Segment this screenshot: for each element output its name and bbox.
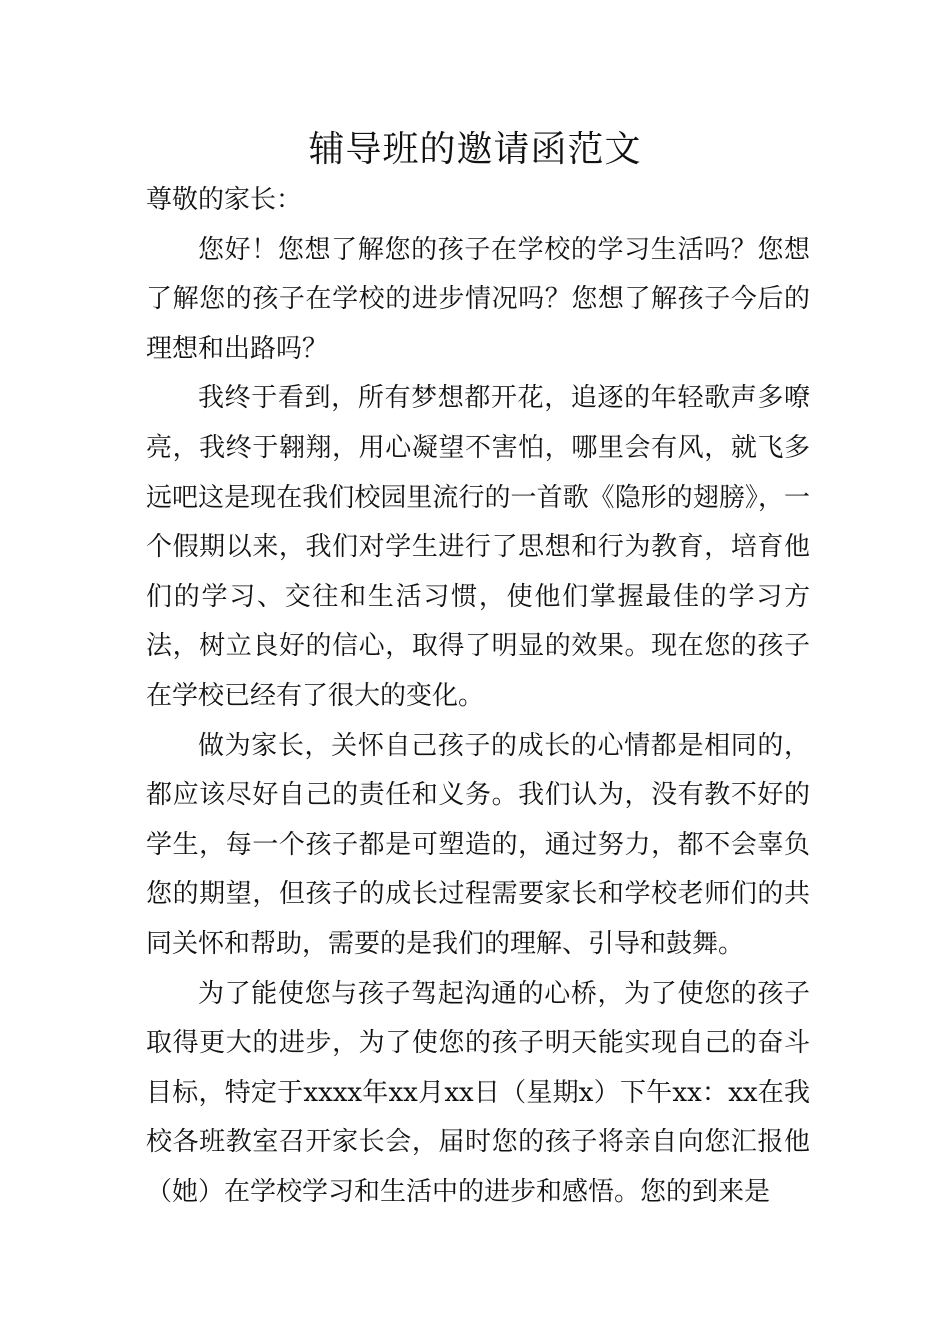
paragraph-greeting: 您好！您想了解您的孩子在学校的学习生活吗？您想了解您的孩子在学校的进步情况吗？您想了解孩子今后的理想和出路吗？ [146,234,810,364]
document-body [146,176,810,1217]
paragraph-song: 我终于看到，所有梦想都开花，追逐的年轻歌声多嘹亮，我终于翱翔，用心凝望不害怕，哪里会有风，就飞多远吧这是现在我们校园里流行的一首歌《隐形的翅膀》，一个假期以来，我们对学生进行了思想和行为教育，培育他们的学习、交往和生活习惯，使他们掌握最佳的学习方法，树立良好的信心，取得了明显的效果。现在您的孩子在学校已经有了很大的变化。 [146,383,810,711]
document-title: 辅导班的邀请函范文 [308,129,642,170]
paragraph-meeting: 为了能使您与孩子驾起沟通的心桥，为了使您的孩子取得更大的进步，为了使您的孩子明天能实现自己的奋斗目标，特定于xxxx年xx月xx日（星期x）下午xx：xx在我校各班教室召开家长会，届时您的孩子将亲自向您汇报他（她）在学校学习和生活中的进步和感悟。您的到来是 [146,978,810,1207]
paragraph-parents: 做为家长，关怀自己孩子的成长的心情都是相同的，都应该尽好自己的责任和义务。我们认为，没有教不好的学生，每一个孩子都是可塑造的，通过努力，都不会辜负您的期望，但孩子的成长过程需要家长和学校老师们的共同关怀和帮助，需要的是我们的理解、引导和鼓舞。 [146,730,810,959]
salutation: 尊敬的家长： [146,185,303,215]
